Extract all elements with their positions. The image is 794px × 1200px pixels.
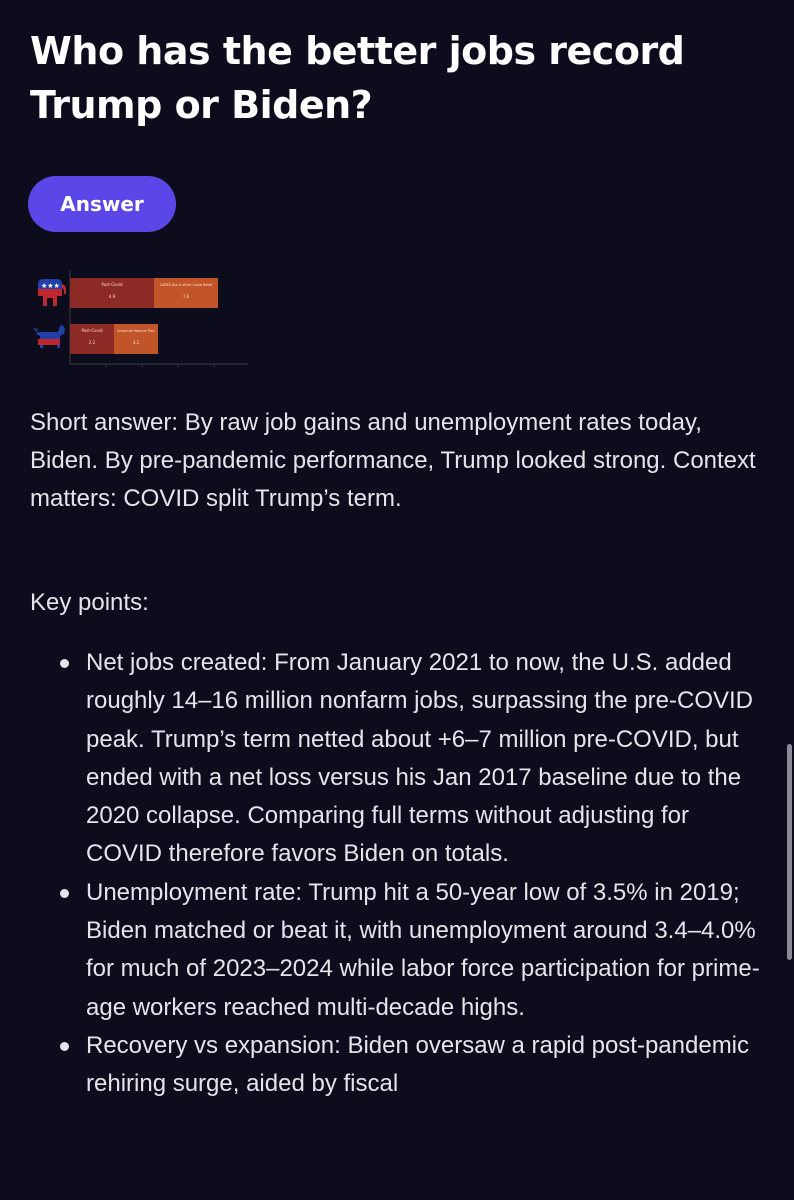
bullet-icon <box>60 659 69 668</box>
key-point-text: Unemployment rate: Trump hit a 50-year low of 3.5% in 2019; Biden matched or beat it, with unemployment around 3.4–4.0% for much of 2023–2024 while labor force participation for prime-age workers reached multi-decade highs. <box>86 878 760 1021</box>
svg-text:★★★: ★★★ <box>41 282 60 290</box>
key-points-list <box>0 644 794 1104</box>
biden-arp-label: American Rescue Plan <box>117 329 155 333</box>
biden-arp-value: 3.1 <box>132 340 140 345</box>
scrollbar[interactable] <box>787 744 792 960</box>
chart-thumbnail[interactable] <box>30 268 250 374</box>
bullet-icon <box>60 1042 69 1051</box>
key-point-text: Recovery vs expansion: Biden oversaw a rapid post-pandemic rehiring surge, aided by fiscal <box>86 1031 750 1098</box>
trump-cares-label: CARES Act & other Covid Relief <box>159 283 213 287</box>
trump-postcovid-label: Post-Covid <box>101 282 123 287</box>
key-point-recovery <box>0 1027 766 1104</box>
short-answer-text: Short answer: By raw job gains and unemployment rates today, Biden. By pre-pandemic performance, Trump looked strong. Context matters: COVID split Trump’s term. <box>30 409 756 512</box>
biden-postcovid-value: 2.2 <box>88 340 96 345</box>
page-title: Who has the better jobs record Trump or Biden? <box>30 29 685 127</box>
key-point-text: Net jobs created: From January 2021 to now, the U.S. added roughly 14–16 million nonfarm jobs, surpassing the pre-COVID peak. Trump’s term netted about +6–7 million pre-COVID, but ended with a net loss versus his Jan 2017 baseline due to the 2020 collapse. Comparing full terms without adjusting for COVID therefore favors Biden on totals. <box>86 649 753 868</box>
trump-cares-value: 7.6 <box>182 294 190 299</box>
trump-postcovid-value: 4.9 <box>108 294 116 299</box>
key-point-net-jobs <box>0 644 766 874</box>
answer-button[interactable]: Answer <box>28 176 176 232</box>
biden-postcovid-label: Post-Covid <box>81 328 103 333</box>
bullet-icon <box>60 889 69 898</box>
key-point-unemployment <box>0 874 766 1027</box>
key-points-heading: Key points: <box>30 589 149 616</box>
